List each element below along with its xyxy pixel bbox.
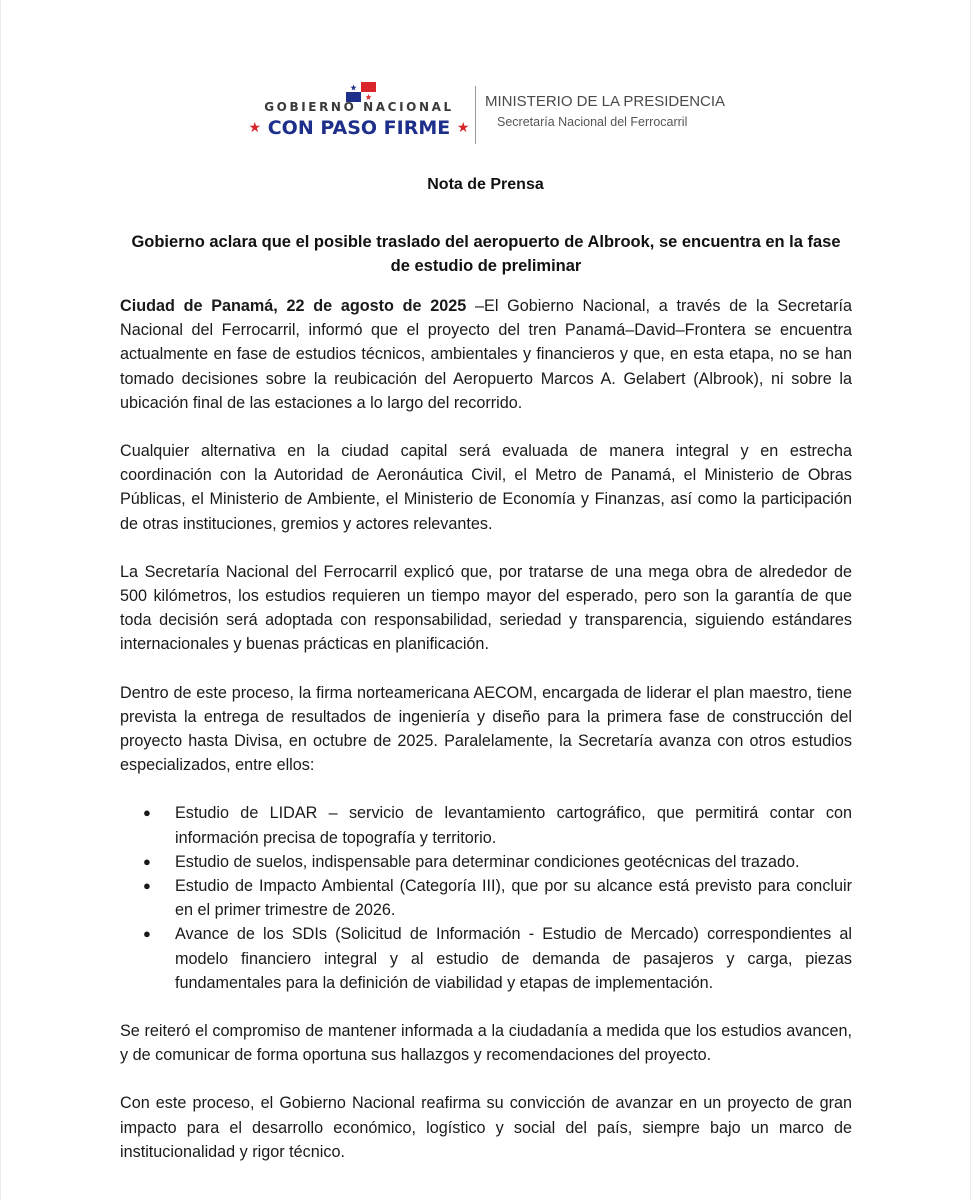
bullet-icon: ● bbox=[143, 853, 151, 869]
secretariat-name: Secretaría Nacional del Ferrocarril bbox=[497, 115, 688, 129]
paragraph-4: Dentro de este proceso, la firma norteamericana AECOM, encargada de liderar el plan maestro, tiene prevista la entrega de resultados de ingeniería y diseño para la primera fase de construcción del proyecto hasta Divisa, en octubre de 2025. Paralelamente, la Secretaría avanza con otros estudios especializados, entre ellos: bbox=[120, 683, 852, 775]
paragraph-1-text: –El Gobierno Nacional, a través de la Secretaría Nacional del Ferrocarril, informó que el proyecto del tren Panamá–David–Frontera se encuentra actualmente en fase de estudios técnicos, ambientales y financieros y que, en esta etapa, no se han tomado decisiones sobre la reubicación del Aeropuerto Marcos A. Gelabert (Albrook), ni sobre la ubicación final de las estaciones a lo largo del recorrido. bbox=[120, 297, 852, 412]
bullet-icon: ● bbox=[143, 926, 151, 942]
logo-divider bbox=[475, 86, 476, 144]
government-logo bbox=[247, 60, 471, 152]
list-item-text: Avance de los SDIs (Solicitud de Información - Estudio de Mercado) correspondientes al modelo financiero integral y al estudio de demanda de pasajeros y carga, piezas fundamentales para la definición de viabilidad y etapas de implementación. bbox=[175, 925, 852, 992]
con-paso-firme-slogan bbox=[247, 117, 471, 139]
dateline: Ciudad de Panamá, 22 de agosto de 2025 bbox=[120, 297, 467, 315]
paragraph-5: Se reiteró el compromiso de mantener informada a la ciudadanía a medida que los estudios avancen, y de comunicar de forma oportuna sus hallazgos y recomendaciones del proyecto. bbox=[120, 1022, 852, 1065]
panama-flag-icon bbox=[346, 82, 376, 102]
bullet-icon: ● bbox=[143, 878, 151, 894]
paragraph-3: La Secretaría Nacional del Ferrocarril explicó que, por tratarse de una mega obra de alrededor de 500 kilómetros, los estudios requieren un tiempo mayor del esperado, pero son la garantía de que toda decisión será adoptada con responsabilidad, seriedad y transparencia, siguiendo estándares internacionales y buenas prácticas en planificación. bbox=[120, 562, 852, 654]
slogan-text: CON PASO FIRME bbox=[267, 117, 451, 139]
list-item-text: Estudio de LIDAR – servicio de levantamiento cartográfico, que permitirá contar con información precisa de topografía y territorio. bbox=[175, 804, 852, 847]
list-item bbox=[120, 850, 852, 874]
letterhead bbox=[247, 60, 727, 152]
star-icon: ★ bbox=[248, 120, 262, 136]
bullet-icon: ● bbox=[143, 805, 151, 821]
paragraph-6: Con este proceso, el Gobierno Nacional reafirma su convicción de avanzar en un proyecto de gran impacto para el desarrollo económico, logístico y social del país, siempre bajo un marco de institucionalidad y rigor técnico. bbox=[120, 1094, 852, 1161]
ministry-name: MINISTERIO DE LA PRESIDENCIA bbox=[485, 93, 726, 110]
document-type-title: Nota de Prensa bbox=[427, 176, 544, 193]
paragraph-2: Cualquier alternativa en la ciudad capital será evaluada de manera integral y en estrecha coordinación con la Autoridad de Aeronáutica Civil, el Metro de Panamá, el Ministerio de Obras Públicas, el Ministerio de Ambiente, el Ministerio de Economía y Finanzas, así como la participación de otras instituciones, gremios y actores relevantes. bbox=[120, 442, 852, 533]
list-item-text: Estudio de suelos, indispensable para determinar condiciones geotécnicas del trazado. bbox=[175, 852, 800, 871]
star-icon: ★ bbox=[456, 120, 470, 136]
studies-list bbox=[120, 801, 852, 995]
gobierno-nacional-text: GOBIERNO NACIONAL bbox=[264, 100, 454, 114]
paragraph-1 bbox=[120, 294, 852, 415]
list-item-text: Estudio de Impacto Ambiental (Categoría III), que por su alcance está previsto para concluir en el primer trimestre de 2026. bbox=[175, 877, 852, 920]
press-headline: Gobierno aclara que el posible traslado del aeropuerto de Albrook, se encuentra en la fase de estudio de preliminar bbox=[131, 233, 841, 275]
press-body bbox=[120, 294, 852, 1188]
list-item bbox=[120, 922, 852, 995]
list-item bbox=[120, 801, 852, 849]
list-item bbox=[120, 874, 852, 922]
